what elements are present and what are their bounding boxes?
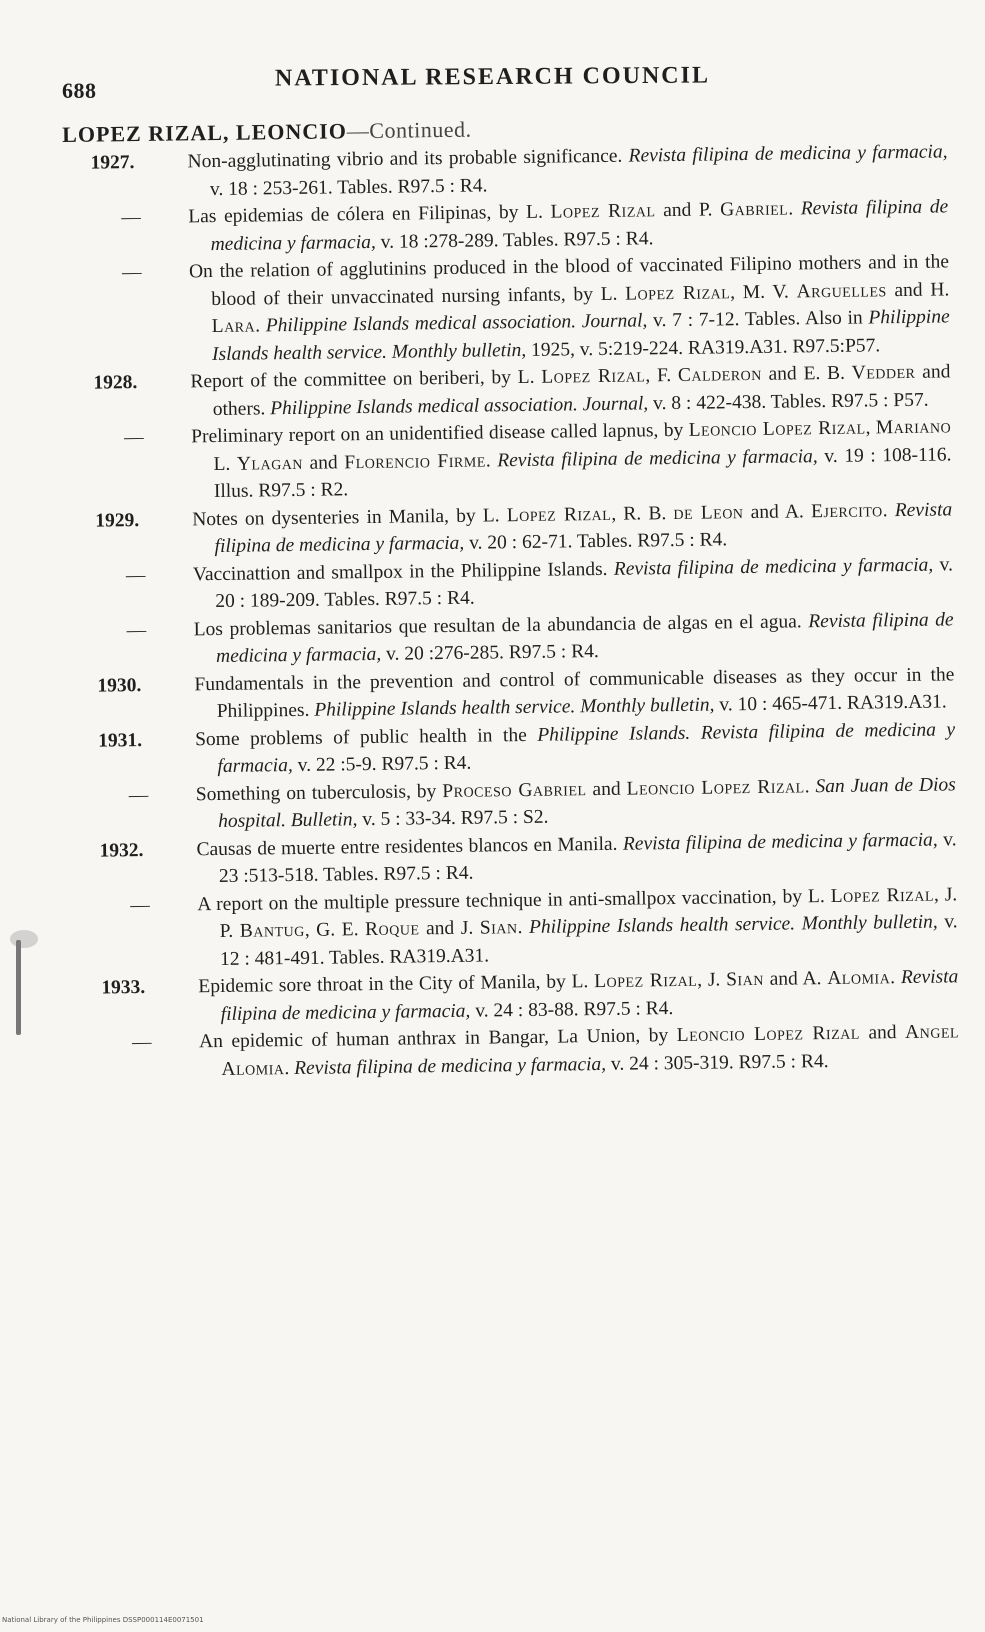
bib-entry [74,1018,960,1085]
author-name-sc: Angel Alomia [221,1021,960,1080]
entry-text-segment: , J. P. [219,883,958,943]
entry-text [187,138,948,203]
author-name-sc: Ylagan [236,452,304,475]
author-name-sc: Leoncio Lopez Rizal [626,775,805,800]
author-name-sc: Vedder [851,361,916,384]
bib-entry [72,881,958,975]
entry-text-segment: v. 7 : 7-12. Tables. Also in [647,307,869,332]
entry-text-segment: v. 24 : 305-319. R97.5 : R4. [605,1050,829,1075]
entry-text [195,716,956,781]
entry-text-segment: v. 18 :278-289. Tables. R97.5 : R4. [375,227,654,253]
running-head: NATIONAL RESEARCH COUNCIL [274,62,711,92]
entry-text-segment: . [804,775,816,797]
entry-text-segment: and A. [743,500,812,523]
entry-text-segment: . [517,916,530,939]
entry-text-segment: and [302,451,345,474]
entry-text-segment: Non-agglutinating vibrio and its probable significance. [187,145,629,173]
entry-text-segment: . [485,449,498,471]
entry-text-segment: An epidemic of human anthrax in Bangar, La Union, by [198,1025,677,1053]
entry-text-segment: v. 5 : 33-34. R97.5 : S2. [357,806,549,831]
entry-text-segment: and others. [212,361,951,420]
entry-year: 1932. [99,839,144,862]
entry-text-segment: v. 18 : 253-261. Tables. R97.5 : R4. [209,174,488,200]
author-name-sc: Bantug [239,919,305,942]
author-name-sc: Leoncio Lopez Rizal [688,417,866,441]
entry-year: 1927. [90,152,135,174]
author-name-sc: Lopez Rizal [541,365,646,388]
entry-text-segment: , R. B. [611,502,674,525]
scan-footer: National Library of the Philippines DSSP000114E0071501 [2,1616,204,1624]
entry-text-segment: Vaccinattion and smallpox in the Philippine Islands. [192,558,614,585]
entry-text-segment: Preliminary report on an unidentified disease called lapnus, by [191,419,689,448]
author-name-sc: Lopez Rizal [830,884,935,907]
entry-dash: — [121,206,141,229]
journal-title: Philippine Islands health service. Monthly bulletin, [211,306,950,365]
entry-year: 1928. [93,372,138,394]
author-name-sc: Proceso Gabriel [442,778,587,802]
entry-year: 1933. [101,976,146,999]
bib-entry [64,248,950,370]
journal-title: Philippine Islands health service. Monthly bulletin, [528,911,938,938]
journal-title: Revista filipina de medicina y farmacia, [215,608,954,668]
entry-text [188,193,949,258]
entry-list [62,138,960,1084]
entry-dash: — [121,261,142,284]
entry-text-segment: L. [213,453,238,475]
scan-edge-mark [10,930,40,1040]
entry-text-segment: v. 19 : 108-116. Illus. R97.5 : R2. [213,443,952,503]
entry-text-segment: v. 22 :5-9. R97.5 : R4. [292,752,472,777]
author-name-sc: Alomia [827,967,891,990]
author-continued: —Continued. [346,116,472,144]
journal-title: Revista filipina de medicina y farmacia, [294,1053,607,1079]
entry-text-segment: Notes on dysenteries in Manila, by L. [192,504,507,530]
entry-text-segment: . [284,1057,295,1079]
entry-text [196,826,957,891]
entry-text [196,771,957,836]
entry-text-segment: v. 20 : 189-209. Tables. R97.5 : R4. [215,553,954,613]
entry-text-segment: Something on tuberculosis, by [195,780,443,805]
entry-text-segment: . [788,198,801,220]
entry-text-segment: Las epidemias de cólera en Filipinas, by L. [188,201,551,228]
entry-text-segment: v. 24 : 83-88. R97.5 : R4. [470,997,674,1022]
journal-title: Revista filipina de medicina y farmacia, [210,196,949,255]
entry-text [194,606,955,671]
scan-blob [10,930,38,948]
entry-text-segment: v. 10 : 465-471. RA319.A31. [714,691,947,716]
entry-text-segment: . [882,499,895,521]
author-name-sc: Ejercito [810,499,883,522]
entry-text [199,1018,960,1083]
entry-text-segment: v. 23 :513-518. Tables. R97.5 : R4. [218,828,957,888]
author-name-sc: Lopez Rizal [625,281,731,305]
entry-text-segment: and [586,778,627,800]
page-number: 688 [62,78,97,103]
entry-text-segment: v. 12 : 481-491. Tables. RA319.A31. [219,911,958,970]
entry-year: 1931. [97,729,143,752]
entry-text-segment: and J. [419,917,480,940]
author-name-sc: Gabriel [720,198,789,221]
entry-year: 1929. [95,509,140,532]
entry-dash: — [124,426,144,449]
journal-title: Philippine Islands health service. Monthly bulletin, [314,694,715,721]
author-name-sc: Mariano [875,416,952,439]
entry-dash: — [131,1031,152,1054]
journal-title: Philippine Islands. Revista filipina de medicina y farmacia, [217,718,956,778]
entry-dash: — [130,894,150,916]
journal-title: San Juan de Dios hospital. Bulletin, [218,773,956,833]
entry-text-segment: 1925, v. 5:219-224. RA319.A31. R97.5:P57. [526,334,881,361]
entry-text-segment: . [890,967,902,989]
author-name-sc: Roque [364,918,420,941]
bib-entry [66,413,952,507]
author-name-sc: Lopez Rizal [550,200,656,223]
entry-text-segment: Epidemic sore throat in the City of Manila, by L. [198,971,595,998]
entry-year: 1930. [97,674,142,697]
author-name-sc: de Leon [673,501,744,524]
entry-text-segment: , [865,417,876,439]
entry-text-segment: , J. [697,969,727,991]
author-name-sc: Sian [479,917,518,939]
entry-text-segment: A report on the multiple pressure technique in anti-smallpox vaccination, by L. [197,885,831,915]
journal-title: Philippine Islands medical association. Journal, [265,310,648,337]
author-name-sc: Calderon [677,363,762,386]
author-name-sc: Leoncio Lopez Rizal [676,1022,861,1047]
entry-text-segment: and [859,1022,906,1044]
entry-text [194,661,955,726]
author-name-sc: Florencio Firme [344,449,486,473]
entry-text [189,248,950,368]
entry-text [197,881,958,973]
entry-text-segment: Some problems of public health in the [194,724,538,750]
journal-title: Revista filipina de medicina y farmacia, [220,966,959,1025]
entry-text-segment: v. 20 :276-285. R97.5 : R4. [381,641,599,665]
journal-title: Revista filipina de medicina y farmacia, [214,498,953,558]
entry-text [193,551,954,616]
entry-text [191,413,952,505]
author-name-sc: Arguelles [796,279,887,302]
entry-text-segment: and P. [655,199,721,222]
entry-text [192,496,953,561]
entry-text-segment: , G. E. [304,919,366,941]
author-name-sc: Sian [726,968,765,991]
journal-title: Revista filipina de medicina y farmacia, [622,829,938,855]
author-name-sc: Lopez Rizal [506,503,612,526]
entry-text-segment: Los problemas sanitarios que resultan de la abundancia de algas en el agua. [193,610,809,640]
entry-text-segment: Causas de muerte entre residentes blancos en Manila. [196,833,624,860]
entry-text-segment: . [255,315,266,337]
bibliography-content [62,108,960,1084]
author-name-sc: Lara [211,315,256,338]
entry-dash: — [128,784,149,806]
author-name: LOPEZ RIZAL, LEONCIO [62,118,348,147]
scan-bar [16,940,21,1035]
entry-text [198,963,959,1028]
entry-text-segment: On the relation of agglutinins produced in the blood of vaccinated Filipino mothers and in the blood of their unvaccinated nursing infants, by L. [188,251,950,310]
journal-title: Revista filipina de medicina y farmacia, [613,554,934,580]
entry-text-segment: and E. B. [761,362,852,385]
journal-title: Philippine Islands medical association. Journal, [270,392,649,419]
entry-text-segment: , F. [645,364,679,387]
entry-text-segment: v. 20 : 62-71. Tables. R97.5 : R4. [464,529,728,554]
entry-text-segment: Report of the committee on beriberi, by L. [190,366,542,393]
entry-text-segment: and A. [763,968,828,990]
journal-title: Revista filipina de medicina y farmacia, [497,445,818,471]
entry-text-segment: Fundamentals in the prevention and control of communicable diseases as they occur in the Philippines. [194,663,955,723]
author-name-sc: Lopez Rizal [593,969,698,993]
journal-title: Revista filipina de medicina y farmacia, [628,141,948,167]
entry-text-segment: , M. V. [730,280,797,303]
entry-text [190,358,951,423]
entry-dash: — [125,564,146,586]
entry-dash: — [126,619,147,641]
entry-text-segment: v. 8 : 422-438. Tables. R97.5 : P57. [648,389,929,414]
entry-text-segment: and H. [886,278,950,301]
